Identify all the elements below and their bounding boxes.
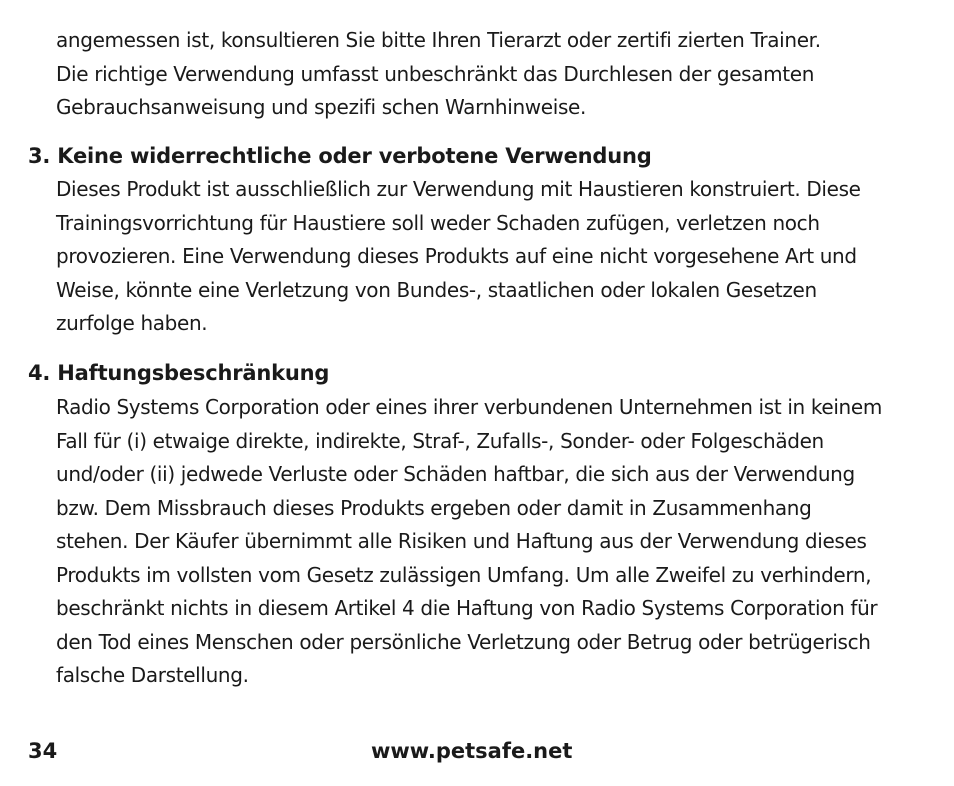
section-4-line: Radio Systems Corporation oder eines ihrer verbundenen Unternehmen ist in keinem xyxy=(56,395,882,419)
section-4-line: Produkts im vollsten vom Gesetz zulässigen Umfang. Um alle Zweifel zu verhindern, xyxy=(56,562,872,587)
section-3-line: provozieren. Eine Verwendung dieses Produkts auf eine nicht vorgesehene Art und xyxy=(56,244,857,268)
section-3-heading: 3. Keine widerrechtliche oder verbotene Verwendung xyxy=(28,144,652,168)
section-4-line: und/oder (ii) jedwede Verluste oder Schäden haftbar, die sich aus der Verwendung xyxy=(56,462,855,486)
intro-line: Die richtige Verwendung umfasst unbeschränkt das Durchlesen der gesamten xyxy=(56,61,815,86)
section-3-line: Trainingsvorrichtung für Haustiere soll weder Schaden zufügen, verletzen noch xyxy=(56,210,820,235)
footer-website-link: www.petsafe.net xyxy=(371,739,573,763)
section-4-paragraph xyxy=(56,391,936,693)
section-3-paragraph xyxy=(56,173,936,341)
section-3-line: Dieses Produkt ist ausschließlich zur Verwendung mit Haustieren konstruiert. Diese xyxy=(56,177,861,201)
section-3-line: zurfolge haben. xyxy=(56,311,208,335)
section-4-line: stehen. Der Käufer übernimmt alle Risiken und Haftung aus der Verwendung dieses xyxy=(56,529,867,553)
section-4-line: den Tod eines Menschen oder persönliche Verletzung oder Betrug oder betrügerisch xyxy=(56,629,871,654)
section-4-line: bzw. Dem Missbrauch dieses Produkts ergeben oder damit in Zusammenhang xyxy=(56,495,812,520)
section-4-line: Fall für (i) etwaige direkte, indirekte, Straf-, Zufalls-, Sonder- oder Folgeschäden xyxy=(56,428,824,453)
page-number: 34 xyxy=(28,739,58,763)
section-3-line: Weise, könnte eine Verletzung von Bundes-, staatlichen oder lokalen Gesetzen xyxy=(56,277,817,302)
intro-line: Gebrauchsanweisung und spezifi schen Warnhinweise. xyxy=(56,95,586,119)
section-4-heading: 4. Haftungsbeschränkung xyxy=(28,361,330,385)
section-4-line: falsche Darstellung. xyxy=(56,663,249,687)
section-4-line: beschränkt nichts in diesem Artikel 4 die Haftung von Radio Systems Corporation für xyxy=(56,596,878,620)
intro-paragraph xyxy=(56,24,936,125)
intro-line: angemessen ist, konsultieren Sie bitte Ihren Tierarzt oder zertifi zierten Trainer. xyxy=(56,28,821,52)
